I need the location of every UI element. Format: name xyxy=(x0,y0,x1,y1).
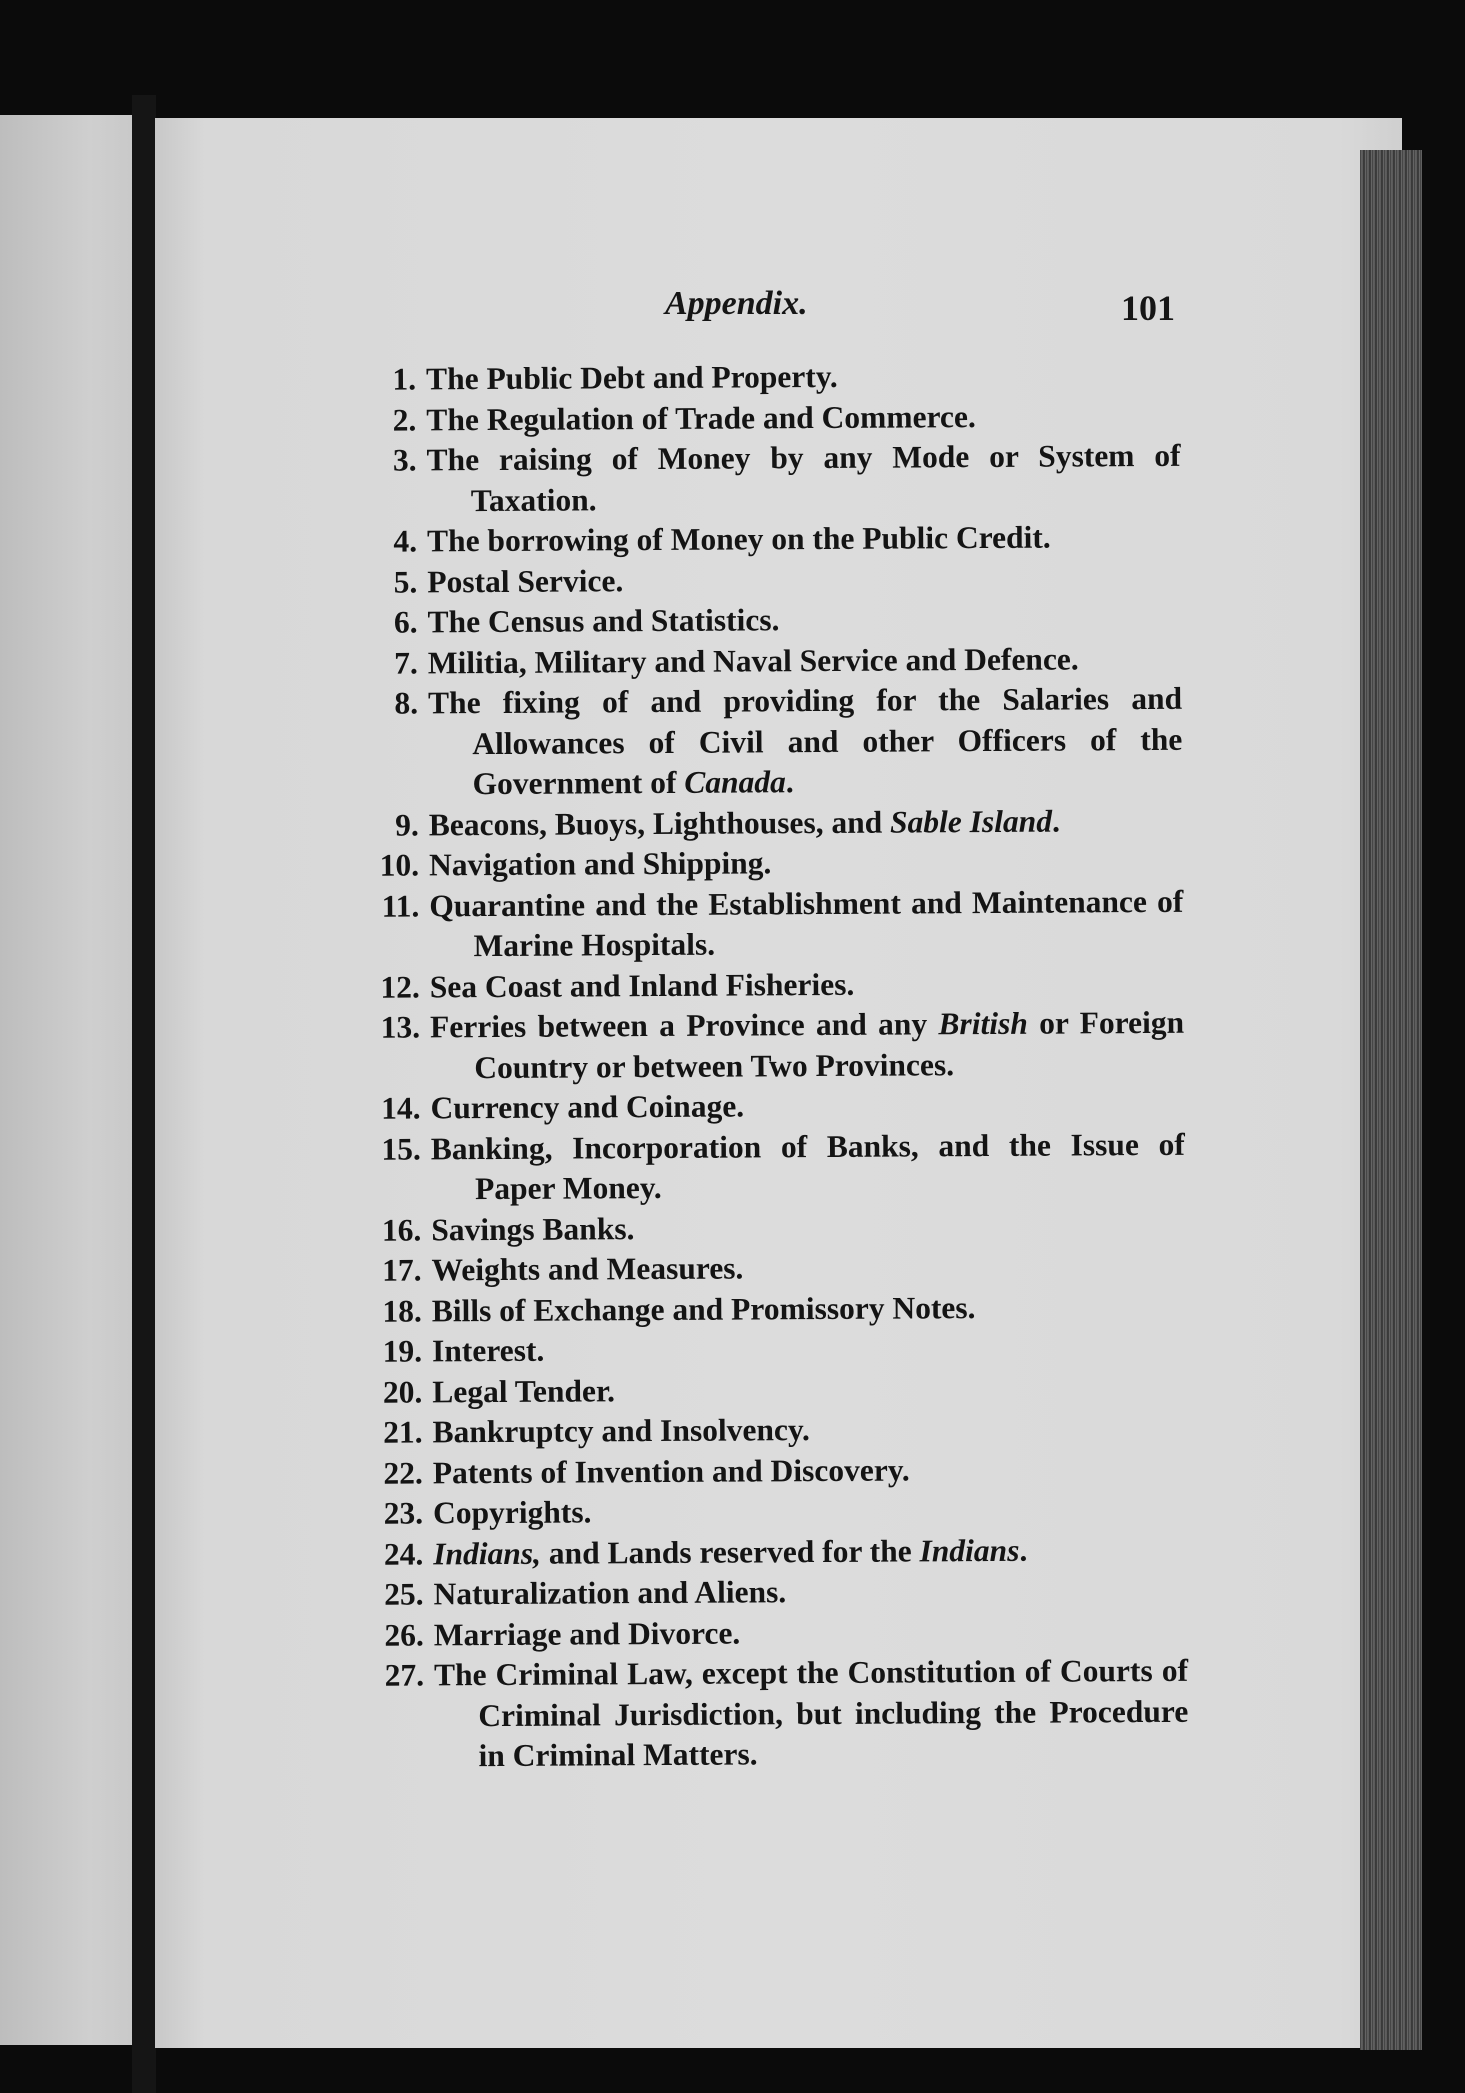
item-text: The fixing of and providing for the Salaries and Allowances of Civil and other Officers of the Government of Canada. xyxy=(427,680,1183,802)
item-number: 8. xyxy=(394,685,419,721)
item-text: Sea Coast and Inland Fisheries. xyxy=(429,966,855,1004)
book-gutter xyxy=(132,95,156,2093)
list-item xyxy=(334,962,1184,1008)
item-text: Quarantine and the Establishment and Maintenance of Marine Hospitals. xyxy=(429,883,1184,964)
list-item xyxy=(331,557,1181,603)
italic-term: Canada xyxy=(684,764,786,800)
italic-term: Indians xyxy=(919,1532,1020,1568)
item-number: 22. xyxy=(383,1454,423,1491)
item-number: 24. xyxy=(383,1535,424,1572)
item-text: Bankruptcy and Insolvency. xyxy=(432,1412,810,1450)
item-number: 5. xyxy=(393,563,418,600)
list-item xyxy=(338,1610,1188,1656)
page-number: 101 xyxy=(1121,288,1175,328)
item-number: 4. xyxy=(393,523,418,559)
item-text: The Regulation of Trade and Commerce. xyxy=(426,398,976,437)
item-number: 25. xyxy=(384,1576,424,1612)
list-item xyxy=(331,598,1181,644)
italic-term: Indians, xyxy=(433,1535,542,1571)
item-text: Ferries between a Province and any British or Foreign Country or between Two Provinces. xyxy=(429,1004,1185,1085)
italic-term: British xyxy=(938,1005,1028,1042)
item-number: 13. xyxy=(380,1009,421,1045)
item-text: Copyrights. xyxy=(432,1494,592,1531)
item-text: Indians, and Lands reserved for the Indians. xyxy=(433,1532,1028,1571)
list-item xyxy=(336,1327,1186,1373)
item-text: Beacons, Buoys, Lighthouses, and Sable Island. xyxy=(428,803,1060,842)
item-text: Marriage and Divorce. xyxy=(433,1615,741,1652)
enumerated-powers-list xyxy=(330,355,1189,1778)
list-item xyxy=(335,1205,1185,1251)
list-item xyxy=(337,1529,1187,1575)
item-number: 26. xyxy=(384,1616,424,1653)
item-text: The raising of Money by any Mode or System of Taxation. xyxy=(426,437,1181,518)
list-item xyxy=(333,841,1183,887)
item-number: 10. xyxy=(379,847,420,883)
item-number: 11. xyxy=(381,887,420,924)
item-number: 9. xyxy=(395,806,419,843)
item-text: Bills of Exchange and Promissory Notes. xyxy=(431,1289,976,1328)
page-header xyxy=(665,285,1175,335)
item-text: The Public Debt and Property. xyxy=(426,358,838,397)
item-number: 3. xyxy=(392,442,417,478)
item-number: 1. xyxy=(392,361,417,397)
item-number: 21. xyxy=(383,1414,423,1450)
item-number: 19. xyxy=(382,1333,423,1369)
item-number: 20. xyxy=(382,1373,423,1410)
list-item xyxy=(333,800,1183,846)
running-head: Appendix. xyxy=(665,285,808,322)
item-number: 12. xyxy=(380,968,420,1005)
list-item xyxy=(335,1246,1185,1292)
item-text: The Census and Statistics. xyxy=(427,602,780,640)
list-item xyxy=(337,1489,1187,1535)
list-item xyxy=(334,1084,1184,1130)
item-number: 2. xyxy=(392,401,417,438)
list-item xyxy=(335,1124,1185,1210)
list-item xyxy=(337,1570,1187,1616)
list-item xyxy=(332,679,1183,806)
item-text: The borrowing of Money on the Public Credit. xyxy=(427,519,1051,559)
item-number: 7. xyxy=(394,644,418,681)
item-text: Patents of Invention and Discovery. xyxy=(432,1451,910,1490)
item-text: Currency and Coinage. xyxy=(430,1088,745,1126)
list-item xyxy=(336,1408,1186,1454)
list-item xyxy=(336,1367,1186,1413)
list-item xyxy=(337,1448,1187,1494)
italic-term: Sable Island xyxy=(889,803,1053,840)
list-item xyxy=(331,517,1181,563)
item-text: Postal Service. xyxy=(427,562,624,599)
item-text: Interest. xyxy=(431,1332,545,1369)
list-item xyxy=(333,881,1183,967)
list-item xyxy=(336,1286,1186,1332)
list-item xyxy=(330,436,1180,522)
item-text: Militia, Military and Naval Service and Defence. xyxy=(427,640,1079,680)
item-text: Weights and Measures. xyxy=(431,1250,744,1288)
item-text: Legal Tender. xyxy=(432,1372,616,1409)
item-number: 16. xyxy=(381,1211,422,1248)
item-text: Navigation and Shipping. xyxy=(428,845,772,883)
item-number: 15. xyxy=(381,1130,421,1167)
item-number: 23. xyxy=(383,1495,424,1531)
item-number: 17. xyxy=(382,1252,422,1288)
page-edges xyxy=(1360,150,1422,2050)
item-number: 14. xyxy=(381,1090,421,1126)
item-number: 18. xyxy=(382,1292,422,1329)
item-text: Banking, Incorporation of Banks, and the Issue of Paper Money. xyxy=(430,1126,1185,1207)
list-item xyxy=(338,1651,1189,1778)
list-item xyxy=(334,1003,1184,1089)
item-text: Naturalization and Aliens. xyxy=(433,1574,787,1612)
list-item xyxy=(330,395,1180,441)
item-text: Savings Banks. xyxy=(431,1210,635,1247)
item-number: 6. xyxy=(393,604,418,640)
facing-page-edge xyxy=(0,115,150,2045)
item-text: The Criminal Law, except the Constitution of Courts of Criminal Jurisdiction, but including the Procedure in Criminal Matters. xyxy=(433,1652,1189,1774)
item-number: 27. xyxy=(384,1657,425,1693)
list-item xyxy=(330,355,1180,401)
list-item xyxy=(332,638,1182,684)
